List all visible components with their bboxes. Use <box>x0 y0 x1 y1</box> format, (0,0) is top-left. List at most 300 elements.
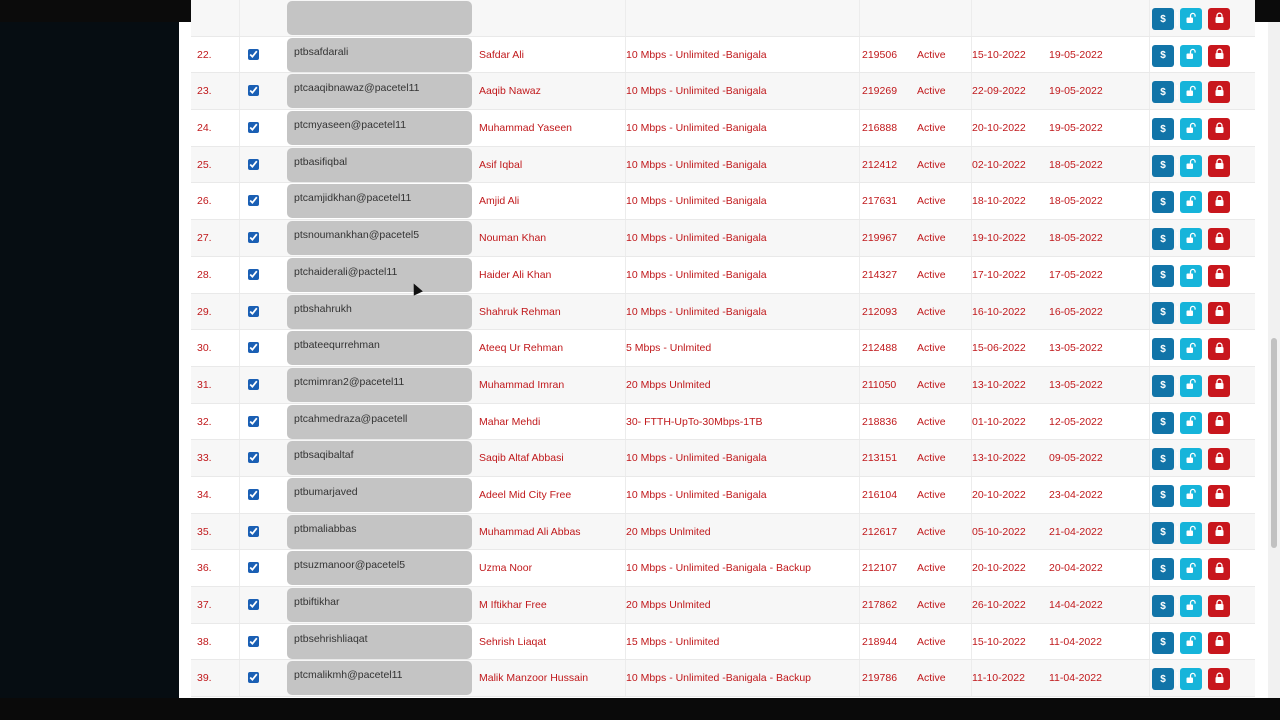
package-name <box>625 0 853 36</box>
row-number: 38. <box>197 635 212 648</box>
customer-name[interactable]: Aaqib Nawaz <box>479 85 541 98</box>
username-cell <box>287 1 472 35</box>
table-row <box>191 183 1255 220</box>
customer-name[interactable]: Amjid Ali <box>479 195 520 208</box>
start-date: 20-10-2022 <box>971 550 1045 586</box>
unlock-icon <box>1186 233 1196 246</box>
start-date: 13-10-2022 <box>971 367 1045 403</box>
table-row <box>191 587 1255 624</box>
pay-button[interactable] <box>1152 522 1174 544</box>
table-row <box>191 294 1255 331</box>
unlock-button[interactable] <box>1180 632 1202 654</box>
lock-button[interactable] <box>1208 668 1230 690</box>
row-select-cell <box>239 294 285 330</box>
row-number: 37. <box>197 599 212 611</box>
lock-icon <box>1215 379 1224 392</box>
table-row <box>191 624 1255 661</box>
customer-id: 212412 <box>859 147 915 183</box>
row-checkbox[interactable] <box>248 306 259 317</box>
separator-divider <box>1176 562 1178 576</box>
lock-icon <box>1215 306 1224 319</box>
username-cell: ptcmimran2@pacetel11 <box>287 368 472 402</box>
row-number: 36. <box>197 562 212 575</box>
unlock-button[interactable] <box>1180 228 1202 250</box>
row-select-cell <box>239 550 285 586</box>
lock-button[interactable] <box>1208 375 1230 397</box>
unlock-button[interactable] <box>1180 338 1202 360</box>
lock-icon <box>1215 233 1224 246</box>
username-cell: ptbsehrishliaqat <box>287 625 472 659</box>
unlock-icon <box>1186 489 1196 502</box>
start-date: 15-10-2022 <box>971 624 1045 660</box>
separator-divider <box>1176 599 1178 613</box>
unlock-icon <box>1186 526 1196 539</box>
status-text: Active <box>917 599 946 611</box>
row-checkbox[interactable] <box>248 159 259 170</box>
lock-button[interactable] <box>1208 191 1230 213</box>
row-actions <box>1149 404 1255 440</box>
row-actions <box>1149 183 1255 219</box>
row-number: 22. <box>197 48 212 61</box>
username-cell: ptchaiderali@pactel11 <box>287 258 472 292</box>
dollar-icon: $ <box>1160 233 1166 245</box>
row-number: 27. <box>197 232 212 245</box>
customer-id: 216888 <box>859 110 915 146</box>
table-row <box>191 220 1255 257</box>
row-number: 33. <box>197 452 212 465</box>
row-select-cell <box>239 440 285 476</box>
row-actions <box>1149 147 1255 183</box>
unlock-icon <box>1186 269 1196 282</box>
row-number: 39. <box>197 672 212 685</box>
row-checkbox[interactable] <box>248 636 259 647</box>
lock-button[interactable] <box>1208 81 1230 103</box>
package-name: 10 Mbps - Unlimited -Banigala <box>625 477 853 513</box>
status-text: Active <box>917 268 946 281</box>
table-row <box>191 514 1255 551</box>
username-cell: ptbiftikhar <box>287 588 472 622</box>
start-date: 11-10-2022 <box>971 660 1045 696</box>
separator-divider <box>1176 306 1178 320</box>
unlock-icon <box>1186 159 1196 172</box>
table-row <box>191 110 1255 147</box>
row-checkbox[interactable] <box>248 599 259 610</box>
page-scrollbar[interactable] <box>1268 22 1280 698</box>
customer-name[interactable]: M Iftikhar Free <box>479 599 547 611</box>
lock-icon <box>1215 49 1224 62</box>
unlock-button[interactable] <box>1180 191 1202 213</box>
username-cell: ptbsaqibaltaf <box>287 441 472 475</box>
row-checkbox[interactable] <box>248 452 259 463</box>
customer-name[interactable]: Shahruk Rehman <box>479 305 561 318</box>
row-checkbox[interactable] <box>248 85 259 96</box>
table-row <box>191 367 1255 404</box>
row-checkbox[interactable] <box>248 232 259 243</box>
status-text: Active <box>917 672 946 685</box>
start-date <box>971 0 1045 36</box>
customer-name[interactable]: Saqib Altaf Abbasi <box>479 452 564 465</box>
expiry-date: 19-05-2022 <box>1049 85 1103 98</box>
unlock-icon <box>1186 196 1196 209</box>
separator-divider <box>1176 85 1178 99</box>
row-actions <box>1149 624 1255 660</box>
unlock-button[interactable] <box>1180 485 1202 507</box>
start-date: 20-10-2022 <box>971 110 1045 146</box>
status-text: Active <box>917 415 946 428</box>
pay-button[interactable] <box>1152 155 1174 177</box>
unlock-button[interactable] <box>1180 558 1202 580</box>
unlock-button[interactable] <box>1180 118 1202 140</box>
expiry-date: 19-05-2022 <box>1049 122 1103 135</box>
lock-button[interactable] <box>1208 265 1230 287</box>
pay-button[interactable] <box>1152 228 1174 250</box>
expiry-date: 14-04-2022 <box>1049 599 1103 611</box>
separator-divider <box>1176 526 1178 540</box>
lock-icon <box>1215 600 1224 613</box>
unlock-button[interactable] <box>1180 595 1202 617</box>
row-actions <box>1149 514 1255 550</box>
separator-divider <box>1176 122 1178 136</box>
customer-id: 219967 <box>859 220 915 256</box>
pay-button[interactable] <box>1152 265 1174 287</box>
separator-divider <box>1176 379 1178 393</box>
customer-name[interactable]: Asif Iqbal <box>479 158 523 171</box>
row-select-cell <box>239 37 285 73</box>
dollar-icon: $ <box>1160 527 1166 539</box>
username-cell: ptcmyaseen@pacetel11 <box>287 111 472 145</box>
separator-divider <box>1176 49 1178 63</box>
lock-button[interactable] <box>1208 338 1230 360</box>
customer-name[interactable]: Haider Ali Khan <box>479 268 552 281</box>
pay-button[interactable] <box>1152 375 1174 397</box>
unlock-button[interactable] <box>1180 522 1202 544</box>
unlock-button[interactable] <box>1180 375 1202 397</box>
expiry-date: 17-05-2022 <box>1049 268 1103 281</box>
username-cell: ptcaaqibnawaz@pacetel11 <box>287 74 472 108</box>
row-number: 29. <box>197 305 212 318</box>
customer-name[interactable]: Uzma Noor <box>479 562 533 575</box>
start-date: 02-10-2022 <box>971 147 1045 183</box>
row-checkbox[interactable] <box>248 562 259 573</box>
customer-name[interactable]: Nouman Khan <box>479 232 547 245</box>
lock-button[interactable] <box>1208 558 1230 580</box>
customer-name[interactable]: Muhammad Ali Abbas <box>479 525 581 538</box>
lock-icon <box>1215 673 1224 686</box>
pay-button[interactable] <box>1152 668 1174 690</box>
pay-button[interactable] <box>1152 448 1174 470</box>
dollar-icon: $ <box>1160 380 1166 392</box>
unlock-button[interactable] <box>1180 265 1202 287</box>
row-number: 24. <box>197 122 212 135</box>
lock-button[interactable] <box>1208 632 1230 654</box>
dollar-icon: $ <box>1160 160 1166 172</box>
customer-name[interactable]: Malik Manzoor Hussain <box>479 672 589 685</box>
lock-button[interactable] <box>1208 45 1230 67</box>
row-actions <box>1149 257 1255 293</box>
row-actions <box>1149 0 1255 36</box>
lock-button[interactable] <box>1208 118 1230 140</box>
customer-name[interactable]: Adeel Mid City Free <box>479 488 572 501</box>
table-row <box>191 660 1255 697</box>
pay-button[interactable] <box>1152 485 1174 507</box>
customer-id: 219506 <box>859 37 915 73</box>
row-checkbox[interactable] <box>248 195 259 206</box>
unlock-button[interactable] <box>1180 448 1202 470</box>
separator-divider <box>1176 342 1178 356</box>
pay-button[interactable] <box>1152 412 1174 434</box>
expiry-date: 20-04-2022 <box>1049 562 1103 575</box>
status-text: Active <box>917 48 946 61</box>
unlock-icon <box>1186 13 1196 26</box>
table-row <box>191 330 1255 367</box>
unlock-button[interactable] <box>1180 155 1202 177</box>
unlock-icon <box>1186 453 1196 466</box>
pay-button[interactable] <box>1152 191 1174 213</box>
lock-button[interactable] <box>1208 8 1230 30</box>
package-name: 10 Mbps - Unlimited -Banigala <box>625 183 853 219</box>
customer-id <box>859 0 915 36</box>
lock-button[interactable] <box>1208 522 1230 544</box>
row-actions <box>1149 440 1255 476</box>
row-actions <box>1149 587 1255 623</box>
start-date: 16-10-2022 <box>971 294 1045 330</box>
row-number: 32. <box>197 415 212 428</box>
row-actions <box>1149 477 1255 513</box>
separator-divider <box>1176 636 1178 650</box>
package-name: 30- FTTH-UpTo-30Mbps-1TB <box>625 404 853 440</box>
unlock-button[interactable] <box>1180 8 1202 30</box>
sidebar <box>0 22 179 698</box>
row-checkbox[interactable] <box>248 379 259 390</box>
expiry-date: 16-05-2022 <box>1049 305 1103 318</box>
row-checkbox[interactable] <box>248 672 259 683</box>
unlock-button[interactable] <box>1180 412 1202 434</box>
row-actions <box>1149 367 1255 403</box>
start-date: 26-10-2022 <box>971 587 1045 623</box>
expiry-date: 23-04-2022 <box>1049 488 1103 501</box>
row-number <box>197 0 237 36</box>
customer-id: 212107 <box>859 550 915 586</box>
customer-id: 212617 <box>859 514 915 550</box>
separator-divider <box>1176 489 1178 503</box>
row-select-cell <box>239 587 285 623</box>
scrollbar-thumb[interactable] <box>1271 338 1277 548</box>
separator-divider <box>1176 195 1178 209</box>
row-actions <box>1149 660 1255 696</box>
pay-button[interactable] <box>1152 118 1174 140</box>
row-select-cell <box>239 660 285 696</box>
row-actions <box>1149 73 1255 109</box>
separator-divider <box>1176 269 1178 283</box>
row-actions <box>1149 294 1255 330</box>
customer-id: 211050 <box>859 367 915 403</box>
lock-icon <box>1215 636 1224 649</box>
row-checkbox[interactable] <box>248 416 259 427</box>
row-select-cell <box>239 257 285 293</box>
table-row <box>191 477 1255 514</box>
row-number: 23. <box>197 85 212 98</box>
customer-name[interactable]: Safdar Ali <box>479 48 524 61</box>
username-cell: ptsuzmanoor@pacetel5 <box>287 551 472 585</box>
customer-name[interactable]: Muhammad Yaseen <box>479 122 572 135</box>
lock-icon <box>1215 343 1224 356</box>
dollar-icon: $ <box>1160 343 1166 355</box>
lock-icon <box>1215 86 1224 99</box>
pay-button[interactable] <box>1152 81 1174 103</box>
unlock-icon <box>1186 306 1196 319</box>
unlock-icon <box>1186 416 1196 429</box>
customer-id: 212093 <box>859 294 915 330</box>
table-row <box>191 550 1255 587</box>
row-checkbox[interactable] <box>248 269 259 280</box>
lock-icon <box>1215 123 1224 136</box>
row-actions <box>1149 550 1255 586</box>
pay-button[interactable] <box>1152 302 1174 324</box>
lock-icon <box>1215 159 1224 172</box>
pay-button[interactable] <box>1152 558 1174 580</box>
separator-divider <box>1176 416 1178 430</box>
customer-id: 217862 <box>859 587 915 623</box>
row-checkbox[interactable] <box>248 526 259 537</box>
dollar-icon: $ <box>1160 600 1166 612</box>
lock-button[interactable] <box>1208 448 1230 470</box>
package-name: 10 Mbps - Unlimited -Banigala <box>625 37 853 73</box>
row-select-cell <box>239 624 285 660</box>
username-cell: ptcmalikmh@pacetel11 <box>287 661 472 695</box>
row-number: 35. <box>197 525 212 538</box>
customer-name[interactable]: Muhammad Imran <box>479 378 565 391</box>
start-date: 13-10-2022 <box>971 440 1045 476</box>
expiry-date: 09-05-2022 <box>1049 452 1103 465</box>
expiry-date: 12-05-2022 <box>1049 415 1103 428</box>
package-name: 20 Mbps Unlmited <box>625 367 853 403</box>
row-actions <box>1149 37 1255 73</box>
unlock-icon <box>1186 600 1196 613</box>
customer-name[interactable]: Ateeq Ur Rehman <box>479 342 564 355</box>
dollar-icon: $ <box>1160 50 1166 62</box>
row-number: 28. <box>197 268 212 281</box>
dollar-icon: $ <box>1160 270 1166 282</box>
lock-button[interactable] <box>1208 228 1230 250</box>
pay-button[interactable] <box>1152 45 1174 67</box>
customer-name[interactable]: Mahar Mehdi <box>479 415 541 428</box>
customer-id: 212488 <box>859 330 915 366</box>
row-checkbox[interactable] <box>248 489 259 500</box>
start-date: 01-10-2022 <box>971 404 1045 440</box>
status-text: Active <box>917 85 946 98</box>
customer-id: 216104 <box>859 477 915 513</box>
status-text: Active <box>917 305 946 318</box>
pay-button[interactable] <box>1152 632 1174 654</box>
username-cell: ptbasifiqbal <box>287 148 472 182</box>
lock-button[interactable] <box>1208 302 1230 324</box>
status-text: Active <box>917 378 946 391</box>
unlock-icon <box>1186 123 1196 136</box>
expiry-date: 21-04-2022 <box>1049 525 1103 538</box>
status-text: Active <box>917 488 946 501</box>
customer-name[interactable]: Sehrish Liaqat <box>479 635 547 648</box>
table-row <box>191 73 1255 110</box>
pay-button[interactable] <box>1152 338 1174 360</box>
users-table <box>191 0 1255 697</box>
row-select-cell <box>239 514 285 550</box>
lock-icon <box>1215 526 1224 539</box>
customer-id: 214327 <box>859 257 915 293</box>
package-name: 10 Mbps - Unlimited -Banigala <box>625 294 853 330</box>
start-date: 18-10-2022 <box>971 183 1045 219</box>
unlock-button[interactable] <box>1180 302 1202 324</box>
lock-button[interactable] <box>1208 595 1230 617</box>
pay-button[interactable] <box>1152 595 1174 617</box>
unlock-icon <box>1186 49 1196 62</box>
unlock-button[interactable] <box>1180 45 1202 67</box>
username-cell: ptbshahrukh <box>287 295 472 329</box>
lock-icon <box>1215 13 1224 26</box>
start-date: 20-10-2022 <box>971 477 1045 513</box>
package-name: 15 Mbps - Unlimited <box>625 624 853 660</box>
users-table-panel <box>179 13 1268 698</box>
customer-id: 213151 <box>859 440 915 476</box>
row-checkbox[interactable] <box>248 122 259 133</box>
row-actions <box>1149 330 1255 366</box>
unlock-button[interactable] <box>1180 81 1202 103</box>
package-name: 10 Mbps - Unlimited -Banigala - Backup <box>625 660 853 696</box>
start-date: 15-06-2022 <box>971 330 1045 366</box>
dollar-icon: $ <box>1160 417 1166 429</box>
status-text: Active <box>917 635 946 648</box>
username-cell: ptbmaliabbas <box>287 515 472 549</box>
customer-id: 217631 <box>859 183 915 219</box>
expiry-date: 18-05-2022 <box>1049 158 1103 171</box>
expiry-date <box>1049 0 1139 36</box>
table-row <box>191 147 1255 184</box>
package-name: 10 Mbps - Unlimited -Banigala <box>625 110 853 146</box>
lock-icon <box>1215 563 1224 576</box>
expiry-date: 18-05-2022 <box>1049 195 1103 208</box>
separator-divider <box>1176 672 1178 686</box>
separator-divider <box>1176 232 1178 246</box>
unlock-button[interactable] <box>1180 668 1202 690</box>
row-number: 31. <box>197 378 212 391</box>
pay-button[interactable] <box>1152 8 1174 30</box>
lock-button[interactable] <box>1208 485 1230 507</box>
separator-divider <box>1176 159 1178 173</box>
package-name: 10 Mbps - Unlimited -Banigala <box>625 73 853 109</box>
unlock-icon <box>1186 563 1196 576</box>
row-select-cell <box>239 477 285 513</box>
dollar-icon: $ <box>1160 453 1166 465</box>
unlock-icon <box>1186 636 1196 649</box>
lock-button[interactable] <box>1208 155 1230 177</box>
lock-button[interactable] <box>1208 412 1230 434</box>
row-actions <box>1149 220 1255 256</box>
lock-icon <box>1215 269 1224 282</box>
row-select-cell <box>239 73 285 109</box>
lock-icon <box>1215 489 1224 502</box>
table-row <box>191 0 1255 37</box>
unlock-icon <box>1186 379 1196 392</box>
unlock-icon <box>1186 343 1196 356</box>
row-checkbox[interactable] <box>248 342 259 353</box>
status-text: Active <box>917 342 946 355</box>
lock-icon <box>1215 453 1224 466</box>
customer-name[interactable] <box>479 0 619 36</box>
customer-id: 219786 <box>859 660 915 696</box>
separator-divider <box>1176 452 1178 466</box>
table-row <box>191 404 1255 441</box>
dollar-icon: $ <box>1160 123 1166 135</box>
row-checkbox[interactable] <box>248 49 259 60</box>
